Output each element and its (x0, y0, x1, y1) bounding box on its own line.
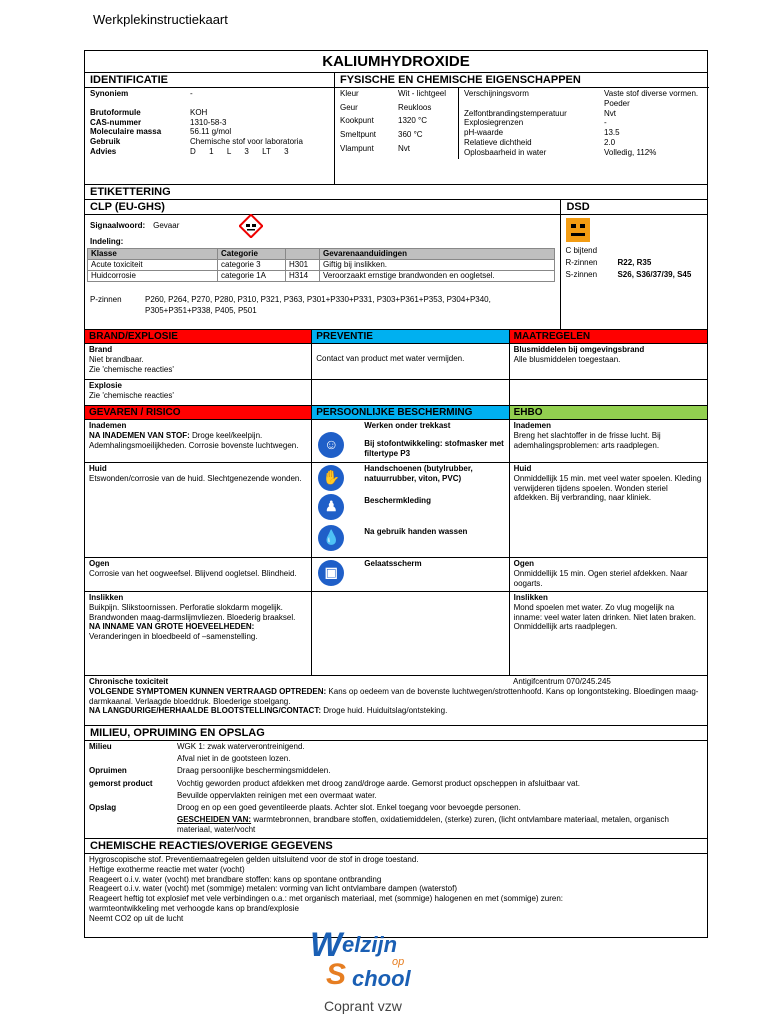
value: Nvt (604, 108, 616, 118)
value: WGK 1: zwak waterverontreinigend. (177, 742, 305, 751)
label: Milieu (89, 742, 112, 751)
table-row (88, 270, 555, 281)
corrosive-orange-icon (566, 218, 590, 242)
value: Niet brandbaar. (89, 354, 144, 364)
chemical-reactions-section (85, 854, 707, 937)
table-cell: H314 (286, 270, 320, 281)
value: Onmiddellijk 15 min. Ogen steriel afdekken. Naar oogarts. (513, 568, 688, 588)
wash-hands-icon: 💧 (318, 525, 344, 551)
value: Chemische stof voor laboratoria (190, 137, 303, 147)
document-header: Werkplekinstructiekaart (93, 12, 228, 27)
value: Wit - lichtgeel (398, 89, 447, 98)
respirator-icon: ☺ (318, 432, 344, 458)
label: Vlampunt (340, 143, 374, 153)
value: Reukloos (398, 102, 432, 112)
ppe-heading: PERSOONLIJKE BESCHERMING (312, 406, 508, 420)
list-item: Reageert o.i.v. water (vocht) met brandbare stoffen: kans op spontane ontbranding (89, 874, 382, 884)
label: Huid (513, 464, 532, 473)
clp-heading: CLP (EU-GHS) (85, 200, 560, 215)
value: Mond spoelen met water. Zo vlug mogelijk na inname: veel water laten drinken. Niet laten braken. Onmiddellijk arts raadplegen. (513, 602, 696, 632)
label: Kookpunt (340, 116, 374, 126)
dsd-heading: DSD (561, 200, 707, 215)
label: Ogen (89, 559, 110, 568)
value: Onmiddellijk 15 min. met veel water spoelen. Kleding verwijderen tijdens spoelen. Wonden steriel afdekken. Bij verbranding, naar kliniek. (513, 473, 702, 503)
value: Droge huid. Huiduitslag/ontsteking. (321, 706, 448, 716)
poison-center: Antigifcentrum 070/245.245 (513, 677, 611, 686)
logo-word: elzijn (342, 932, 398, 957)
table-cell: categorie 3 (218, 259, 286, 270)
first-aid-heading: EHBO (510, 406, 707, 420)
label: Inslikken (89, 593, 124, 602)
list-item: Heftige exotherme reactie met water (vocht) (89, 864, 245, 874)
label: Opruimen (89, 766, 127, 776)
measures-heading: MAATREGELEN (510, 330, 707, 344)
prevention-section (312, 330, 509, 405)
value: Veranderingen in bloedbeeld of –samenstelling. (89, 632, 258, 642)
list-item: Reageert heftig tot explosief met vele verbindingen o.a.: met organisch materiaal, met (sommige) halogenen en met (sommige) zuren: (89, 894, 564, 904)
substance-title: KALIUMHYDROXIDE (85, 51, 707, 73)
label: Inslikken (513, 593, 548, 602)
value: Vaste stof diverse vormen. Poeder (604, 89, 699, 108)
value: Buikpijn. Slikstoornissen. Perforatie slokdarm mogelijk. Brandwonden maag-darmslijmvliezen. Bloederig braaksel. (89, 602, 296, 622)
s-phrases-value: S26, S36/37/39, S45 (617, 269, 692, 279)
value: 2.0 (604, 137, 616, 147)
gloves-icon: ✋ (318, 465, 344, 491)
value: 1320 °C (398, 116, 427, 126)
p-phrases-value: P260, P264, P270, P280, P310, P321, P363, P301+P330+P331, P303+P361+P353, P304+P340, P305+P351+P338, P405, P501 (145, 294, 491, 315)
label: Kleur (340, 89, 359, 98)
safety-card (84, 50, 708, 938)
value: 360 °C (398, 130, 423, 140)
value: - (190, 89, 193, 98)
protective-clothing-icon: ♟ (318, 494, 344, 520)
table-header: Klasse (88, 248, 218, 259)
table-cell: categorie 1A (218, 270, 286, 281)
prevention-heading: PREVENTIE (312, 330, 508, 344)
environment-heading: MILIEU, OPRUIMING EN OPSLAG (85, 726, 707, 741)
table-cell: Huidcorrosie (88, 270, 218, 281)
value: Nvt (398, 143, 410, 153)
value: 56.11 g/mol (190, 127, 232, 137)
label: Advies (90, 146, 117, 156)
corrosive-pictogram-icon (239, 214, 263, 238)
welzijn-op-school-logo (300, 928, 440, 1018)
label: pH-waarde (464, 128, 504, 138)
table-cell: Acute toxiciteit (88, 259, 218, 270)
physical-heading: FYSISCHE EN CHEMISCHE EIGENSCHAPPEN (335, 73, 709, 88)
value: Vochtig geworden product afdekken met droog zand/droge aarde. Gemorst product opscheppen in afsluitbaar vat. (177, 778, 580, 788)
label: gemorst product (89, 778, 153, 788)
label: Relatieve dichtheid (464, 137, 532, 147)
label: CAS-nummer (90, 117, 142, 127)
label: Inademen (89, 421, 127, 430)
chronic-heading: Chronische toxiciteit (89, 677, 169, 686)
value: Gelaatsscherm (364, 559, 422, 568)
logo-word: chool (352, 966, 411, 991)
logo-letter: S (326, 958, 347, 991)
labelling-heading: ETIKETTERING (85, 185, 707, 200)
first-aid-section (510, 406, 707, 675)
label: Gebruik (90, 137, 121, 147)
value: Etswonden/corrosie van de huid. Slechtgenezende wonden. (89, 473, 302, 483)
ppe-section (312, 406, 509, 675)
table-row (88, 259, 555, 270)
value: Alle blusmiddelen toegestaan. (513, 354, 621, 364)
signal-word-value: Gevaar (153, 221, 180, 231)
label: Blusmiddelen bij omgevingsbrand (513, 345, 645, 354)
value: 13.5 (604, 128, 620, 138)
value: VOLGENDE SYMPTOMEN KUNNEN VERTRAAGD OPTREDEN: (89, 686, 327, 696)
hazards-heading: GEVAREN / RISICO (85, 406, 311, 420)
label: Ogen (513, 559, 535, 568)
measures-section (510, 330, 707, 405)
fire-section (85, 330, 312, 405)
table-cell: Giftig bij inslikken. (320, 259, 555, 270)
label: Inademen (513, 421, 551, 430)
clp-section (85, 200, 561, 329)
table-cell: H301 (286, 259, 320, 270)
list-item: Reageert o.i.v. water (vocht) met (sommige) metalen: vorming van licht ontvlambare dampen (waterstof) (89, 884, 457, 894)
value: Zie 'chemische reacties' (89, 364, 174, 374)
value: Beschermkleding (364, 495, 431, 505)
label: Zelfontbrandingstemperatuur (464, 108, 567, 118)
s-phrases-label: S-zinnen (565, 269, 598, 279)
environment-section (85, 741, 707, 839)
logo-letter: W (310, 926, 343, 964)
fire-heading: BRAND/EXPLOSIE (85, 330, 311, 344)
list-item: warmteontwikkeling met verhoogde kans op brand/explosie (89, 903, 299, 913)
label: Explosiegrenzen (464, 118, 524, 128)
label: Huid (89, 464, 107, 473)
label: Synoniem (90, 89, 129, 98)
value: - (604, 118, 607, 128)
label: Smeltpunt (340, 130, 377, 140)
value: Droge keel/keelpijn. Ademhalingsmoeilijkheden. Corrosie bovenste luchtwegen. (89, 430, 299, 450)
label: Verschijningsvorm (464, 89, 529, 98)
value: KOH (190, 107, 208, 117)
dsd-section (561, 200, 707, 329)
logo-subtitle: Coprant vzw (324, 998, 402, 1014)
label: Moleculaire massa (90, 127, 162, 137)
logo-word: op (392, 956, 405, 968)
value: Volledig, 112% (604, 147, 657, 157)
prevention-text: Contact van product met water vermijden. (312, 344, 508, 380)
value: NA LANGDURIGE/HERHAALDE BLOOTSTELLING/CONTACT: (89, 706, 321, 716)
label: Explosie (89, 381, 122, 390)
hazards-section (85, 406, 312, 675)
face-shield-icon: ▣ (318, 560, 344, 586)
value: Droog en op een goed geventileerde plaats. Achter slot. Enkel toegang voor bevoegde personen. (177, 802, 521, 812)
physical-properties-section (335, 73, 709, 184)
table-header: Categorie (218, 248, 286, 259)
signal-word-label: Signaalwoord: (90, 221, 146, 231)
label: Oplosbaarheid in water (464, 147, 547, 157)
label: Brand (89, 345, 113, 354)
r-phrases-label: R-zinnen (565, 257, 598, 267)
classification-label: Indeling: (90, 237, 124, 246)
value: Handschoenen (butylrubber, natuurrubber, viton, PVC) (364, 464, 473, 483)
value: NA INNAME VAN GROTE HOEVEELHEDEN: (89, 622, 255, 632)
value: NA INADEMEN VAN STOF: (89, 430, 190, 440)
value: Corrosie van het oogweefsel. Blijvend oogletsel. Blindheid. (89, 568, 297, 578)
value: GESCHEIDEN VAN: (177, 815, 252, 825)
identification-heading: IDENTIFICATIE (85, 73, 334, 88)
list-item: Neemt CO2 op uit de lucht (89, 913, 184, 923)
chronic-toxicity-section (85, 676, 707, 726)
table-cell: Veroorzaakt ernstige brandwonden en oogletsel. (320, 270, 555, 281)
p-phrases-label: P-zinnen (90, 294, 122, 304)
table-header: Gevarenaanduidingen (320, 248, 555, 259)
r-phrases-value: R22, R35 (617, 257, 652, 267)
label: Geur (340, 102, 358, 112)
value: Afval niet in de gootsteen lozen. (177, 754, 291, 764)
identification-section (85, 73, 335, 184)
table-header (286, 248, 320, 259)
value: Na gebruik handen wassen (364, 527, 468, 537)
label: Opslag (89, 802, 117, 812)
value: Bevuilde oppervlakten reinigen met een overmaat water. (177, 790, 377, 800)
value: 1310-58-3 (190, 117, 227, 127)
value: Zie 'chemische reacties' (89, 390, 174, 400)
value: Draag persoonlijke beschermingsmiddelen. (177, 766, 331, 776)
value: Bij stofontwikkeling: stofmasker met filtertype P3 (364, 438, 504, 458)
value: D 1 L 3 LT 3 (190, 146, 289, 156)
label: Werken onder trekkast (364, 421, 451, 430)
dsd-class: C bijtend (565, 245, 598, 255)
value: Kans op oedeem van de bovenste luchtwegen/strottenhoofd. Kans op longontsteking. Bloedingen maag-darmkaanal. Verlaagde bloeddruk. Bloederige stoelgang. (89, 686, 699, 706)
value: warmtebronnen, brandbare stoffen, oxidatiemiddelen, (sterke) zuren, (licht ontvlambare materiaal, metalen, organisch materiaal, water/vocht (177, 815, 669, 834)
label: Brutoformule (90, 107, 141, 117)
classification-table (87, 248, 555, 282)
value: Breng het slachtoffer in de frisse lucht. Bij ademhalingsproblemen: arts raadplegen. (513, 430, 661, 450)
list-item: Hygroscopische stof. Preventiemaatregelen gelden uitsluitend voor de stof in droge toestand. (89, 855, 419, 864)
chemical-reactions-heading: CHEMISCHE REACTIES/OVERIGE GEGEVENS (85, 839, 707, 854)
